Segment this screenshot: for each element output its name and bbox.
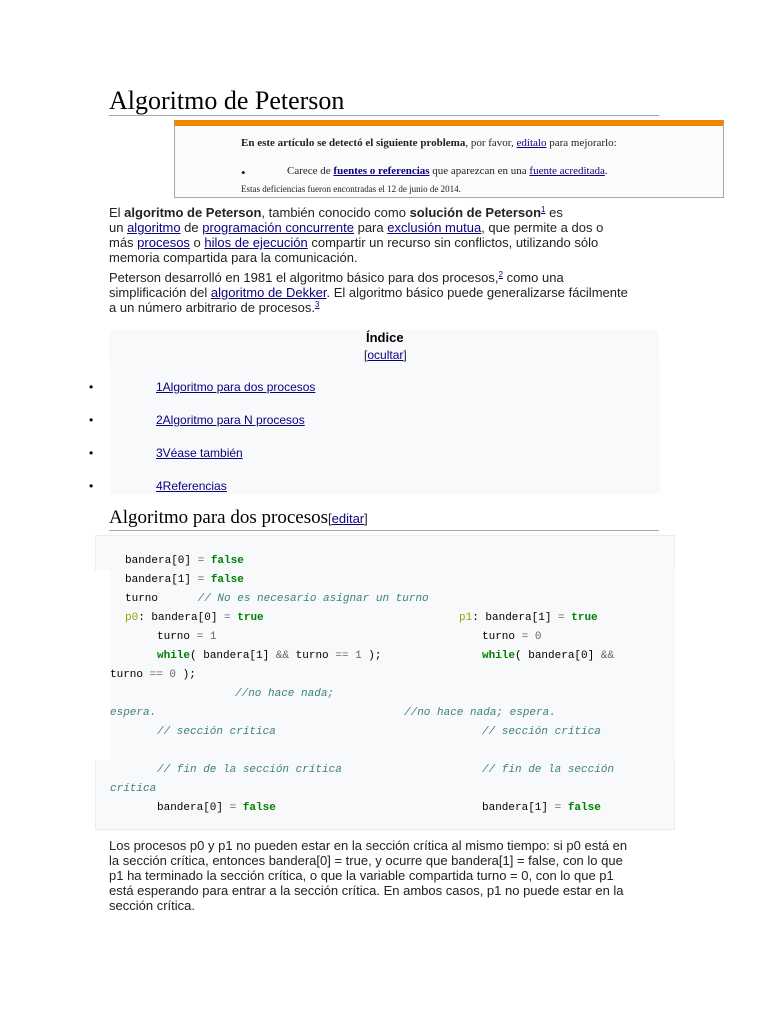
code-line xyxy=(110,704,156,723)
code-text: ); xyxy=(361,650,382,662)
code-text: ( bandera[1] xyxy=(190,650,276,662)
code-operator: = xyxy=(521,631,529,643)
code-text: ( bandera[0] xyxy=(515,650,601,662)
code-number: 0 xyxy=(162,669,177,681)
code-operator: == xyxy=(149,669,163,681)
bracket: ] xyxy=(403,348,407,362)
notice-text: , por favor, xyxy=(465,137,517,149)
toc-toggle xyxy=(364,348,407,362)
text: simplificación del xyxy=(109,285,211,300)
toc-item[interactable]: 3Véase también xyxy=(156,446,243,460)
code-line xyxy=(459,609,598,628)
toc-item[interactable]: 4Referencias xyxy=(156,479,227,493)
bracket: ] xyxy=(364,511,368,526)
code-line xyxy=(157,799,276,818)
text: está esperando para entrar a la sección crítica. En ambos casos, p1 no puede estar en la xyxy=(109,883,624,898)
code-operator: = xyxy=(197,555,205,567)
code-text: bandera[1] xyxy=(125,574,198,586)
toc-bullet: • xyxy=(89,479,94,493)
text: , también conocido como xyxy=(261,205,410,220)
code-line xyxy=(110,780,156,799)
toc-item[interactable]: 2Algoritmo para N procesos xyxy=(156,413,305,427)
code-operator: = xyxy=(554,802,562,814)
code-comment: //no hace nada; espera. xyxy=(404,707,556,719)
code-comment: // sección crítica xyxy=(157,726,276,738)
text: . El algoritmo básico puede generalizarse fácilmente xyxy=(326,285,628,300)
code-text: : bandera[0] xyxy=(138,612,225,624)
toc-hide-link[interactable]: ocultar xyxy=(367,348,404,362)
notice-bullet: • xyxy=(241,165,246,180)
exclusion-mutua-link[interactable]: exclusión mutua xyxy=(387,220,482,235)
code-comment: // fin de la sección xyxy=(482,764,615,776)
code-text: bandera[1] xyxy=(482,802,555,814)
text: p1 ha terminado la sección crítica, o que la variable compartida turno = 0, con lo que p1 xyxy=(109,868,614,883)
code-operator: = xyxy=(229,802,237,814)
code-comment: // No es necesario asignar un turno xyxy=(197,593,429,605)
code-comment: // fin de la sección crítica xyxy=(157,764,342,776)
notice-text: que aparezcan en una xyxy=(429,165,530,177)
text: la sección crítica, entonces bandera[0] = true, y ocurre que bandera[1] = false, con lo que xyxy=(109,853,623,868)
code-operator: = xyxy=(196,631,204,643)
code-line xyxy=(482,761,614,780)
code-operator: = xyxy=(224,612,231,624)
section-edit-link[interactable]: editar xyxy=(331,511,365,526)
text: es xyxy=(545,205,563,220)
history-paragraph xyxy=(109,270,659,315)
code-label: p1 xyxy=(459,612,473,624)
code-text: bandera[0] xyxy=(125,555,198,567)
code-value: false xyxy=(561,802,601,814)
section-divider xyxy=(109,530,659,531)
reference-link[interactable]: 1 xyxy=(541,205,546,214)
toc-bullet: • xyxy=(89,446,94,460)
notice-text: para mejorarlo: xyxy=(546,137,617,149)
notice-line xyxy=(241,137,617,149)
hilos-link[interactable]: hilos de ejecución xyxy=(204,235,308,250)
procesos-link[interactable]: procesos xyxy=(137,235,190,250)
code-line xyxy=(157,647,381,666)
code-line xyxy=(125,609,264,628)
code-comment: espera. xyxy=(110,707,157,719)
edit-link[interactable]: edítalo xyxy=(516,137,547,149)
intro-paragraph xyxy=(109,205,659,265)
text: como una xyxy=(502,270,564,285)
text: un xyxy=(109,220,128,235)
code-comment: crítica xyxy=(110,783,157,795)
code-text: turno xyxy=(125,593,198,605)
code-text: : bandera[1] xyxy=(472,612,559,624)
code-value: false xyxy=(236,802,276,814)
notice-issue xyxy=(287,165,608,177)
programacion-concurrente-link[interactable]: programación concurrente xyxy=(202,220,354,235)
section-edit xyxy=(328,511,368,526)
reference-link[interactable]: 2 xyxy=(498,270,503,279)
text: Los procesos p0 y p1 no pueden estar en la sección crítica al mismo tiempo: si p0 está en xyxy=(109,838,628,853)
code-value: false xyxy=(204,574,244,586)
page-title: Algoritmo de Peterson xyxy=(109,86,345,115)
dekker-link[interactable]: algoritmo de Dekker xyxy=(210,285,327,300)
code-line xyxy=(235,685,334,704)
text: , que permite a dos o xyxy=(481,220,604,235)
toc-title: Índice xyxy=(366,330,404,345)
text: El xyxy=(109,205,125,220)
bracket: [ xyxy=(327,511,332,526)
code-line xyxy=(125,571,244,590)
code-text: bandera[0] xyxy=(157,802,230,814)
code-operator: && xyxy=(600,650,615,662)
code-keyword: while xyxy=(482,650,516,662)
code-number: 1 xyxy=(348,650,362,662)
code-line xyxy=(157,723,276,742)
text: compartir un recurso sin conflictos, utilizando sólo xyxy=(307,235,599,250)
code-comment: // sección crítica xyxy=(482,726,601,738)
term-bold: solución de Peterson xyxy=(409,205,542,220)
code-text: turno xyxy=(110,669,150,681)
section-heading xyxy=(109,507,368,529)
toc-bullet: • xyxy=(89,413,94,427)
notice-problem: En este artículo se detectó el siguiente problema xyxy=(241,137,466,149)
text: sección crítica. xyxy=(109,898,195,913)
code-line xyxy=(110,666,196,685)
text: de xyxy=(180,220,203,235)
term-bold: algoritmo de Peterson xyxy=(124,205,262,220)
code-line xyxy=(482,647,614,666)
toc-bullet: • xyxy=(89,380,94,394)
text: a un número arbitrario de procesos. xyxy=(109,300,315,315)
reference-link[interactable]: 3 xyxy=(314,300,320,309)
code-line xyxy=(157,628,216,647)
code-value: true xyxy=(230,612,264,624)
code-text: ); xyxy=(176,669,196,681)
code-number: 0 xyxy=(528,631,542,643)
notice-date: Estas deficiencias fueron encontradas el 12 de junio de 2014. xyxy=(241,184,461,194)
code-operator: = xyxy=(558,612,565,624)
text: Peterson desarrolló en 1981 el algoritmo básico para dos procesos, xyxy=(109,270,499,285)
code-line xyxy=(125,590,429,609)
text: o xyxy=(189,235,205,250)
code-label: p0 xyxy=(125,612,139,624)
title-divider xyxy=(109,115,659,116)
notice-text: . xyxy=(604,165,608,177)
code-line xyxy=(157,761,342,780)
text: para xyxy=(353,220,388,235)
code-operator: = xyxy=(197,574,205,586)
reliable-source-link[interactable]: fuente acreditada xyxy=(529,165,605,177)
code-operator: && xyxy=(275,650,290,662)
code-line xyxy=(482,723,601,742)
code-line xyxy=(482,628,541,647)
section-heading-text: Algoritmo para dos procesos xyxy=(109,507,328,528)
code-value: true xyxy=(564,612,598,624)
code-number: 1 xyxy=(203,631,217,643)
text: más xyxy=(109,235,138,250)
text: memoria compartida para la comunicación. xyxy=(109,250,358,265)
code-text: turno xyxy=(289,650,336,662)
toc-item[interactable]: 1Algoritmo para dos procesos xyxy=(156,380,316,394)
code-line xyxy=(404,704,556,723)
code-operator: == xyxy=(335,650,349,662)
code-line xyxy=(125,552,244,571)
code-line xyxy=(482,799,601,818)
code-comment: //no hace nada; xyxy=(235,688,335,700)
sources-link[interactable]: fuentes o referencias xyxy=(333,165,430,177)
code-text: turno xyxy=(157,631,197,643)
algoritmo-link[interactable]: algoritmo xyxy=(127,220,181,235)
explanation-paragraph xyxy=(109,838,659,913)
bracket: [ xyxy=(364,348,368,362)
notice-text: Carece de xyxy=(287,165,334,177)
maintenance-notice xyxy=(174,120,724,198)
code-keyword: while xyxy=(157,650,191,662)
code-value: false xyxy=(204,555,244,567)
code-text: turno xyxy=(482,631,522,643)
